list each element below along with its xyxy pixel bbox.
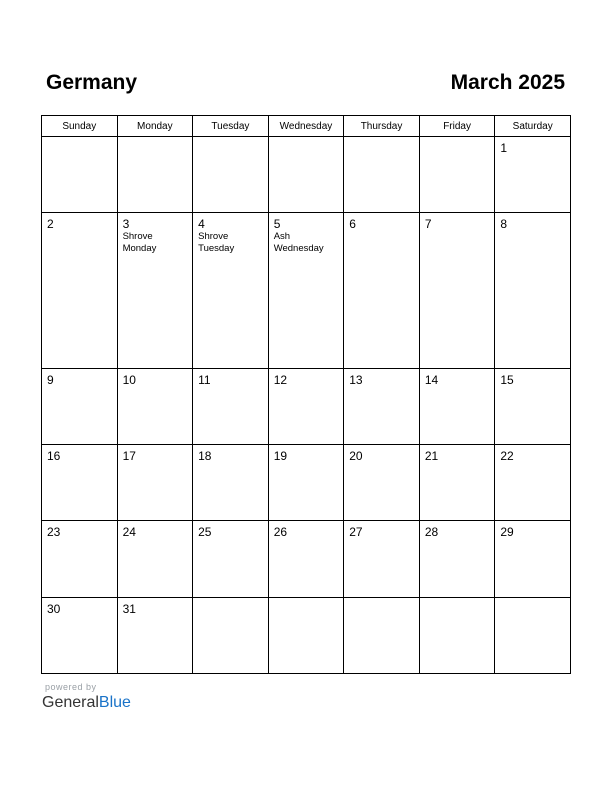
day-number: 25 [198, 525, 212, 540]
day-cell [117, 445, 193, 521]
holiday-label: Ash [273, 231, 291, 243]
day-cell [268, 521, 344, 597]
day-cell [268, 369, 344, 445]
day-number: 12 [273, 373, 288, 388]
day-number: 21 [424, 449, 439, 464]
day-cell [117, 369, 193, 445]
week-row [42, 521, 571, 597]
day-cell [268, 213, 344, 369]
weekday-monday: Monday [117, 116, 193, 137]
powered-by-label: powered by [45, 682, 97, 692]
country-title: Germany [46, 71, 138, 94]
day-cell [117, 521, 193, 597]
week-row [42, 369, 571, 445]
day-number: 26 [273, 525, 288, 540]
day-cell [42, 521, 118, 597]
day-number: 9 [47, 373, 54, 388]
generalblue-logo[interactable] [42, 694, 131, 712]
day-number: 1 [500, 141, 508, 155]
day-cell [193, 137, 269, 213]
holiday-label: Tuesday [198, 243, 235, 255]
day-number: 24 [122, 525, 136, 540]
day-number: 30 [47, 601, 61, 616]
holiday-label: Shrove [198, 231, 229, 243]
day-cell [495, 597, 571, 673]
day-cell [344, 369, 420, 445]
day-number: 15 [500, 373, 514, 388]
day-cell [344, 445, 420, 521]
day-cell [268, 445, 344, 521]
day-cell [42, 213, 118, 369]
day-cell [419, 521, 495, 597]
day-cell [268, 597, 344, 673]
day-cell [419, 369, 495, 445]
day-number: 19 [273, 449, 288, 464]
calendar-grid [41, 115, 571, 674]
day-number: 8 [500, 217, 508, 232]
week-row [42, 213, 571, 369]
logo-general-text: General [42, 694, 99, 711]
day-number: 3 [122, 217, 130, 232]
weekday-header-row [42, 116, 571, 137]
month-year-title: March 2025 [450, 71, 565, 94]
day-cell [42, 445, 118, 521]
day-number: 27 [349, 525, 363, 540]
day-number: 13 [349, 373, 363, 388]
day-number: 14 [424, 373, 439, 388]
weekday-thursday: Thursday [344, 116, 420, 137]
day-cell [117, 213, 193, 369]
weekday-sunday: Sunday [42, 116, 118, 137]
holiday-label: Shrove [122, 231, 153, 243]
day-number: 31 [122, 601, 136, 616]
day-cell [495, 137, 571, 213]
day-cell [495, 521, 571, 597]
day-cell [419, 597, 495, 673]
day-cell [268, 137, 344, 213]
day-cell [419, 213, 495, 369]
day-cell [193, 597, 269, 673]
day-cell [495, 445, 571, 521]
day-cell [193, 521, 269, 597]
day-number: 22 [500, 449, 514, 464]
holiday-label: Monday [122, 243, 157, 255]
day-cell [344, 137, 420, 213]
day-cell [495, 369, 571, 445]
day-cell [42, 369, 118, 445]
day-number: 20 [349, 449, 363, 464]
day-number: 10 [122, 373, 136, 388]
logo-blue-text: Blue [98, 694, 131, 711]
week-row [42, 137, 571, 213]
day-number: 23 [47, 525, 61, 540]
day-cell [193, 445, 269, 521]
day-number: 6 [349, 217, 356, 232]
day-cell [117, 137, 193, 213]
day-cell [344, 597, 420, 673]
day-number: 5 [273, 217, 281, 232]
holiday-label: Wednesday [273, 243, 324, 255]
day-number: 4 [198, 217, 205, 232]
day-number: 11 [198, 373, 211, 388]
week-row [42, 597, 571, 673]
day-cell [419, 137, 495, 213]
weekday-friday: Friday [419, 116, 495, 137]
day-cell [42, 137, 118, 213]
day-cell [419, 445, 495, 521]
day-number: 17 [122, 449, 136, 464]
day-number: 28 [424, 525, 439, 540]
day-number: 18 [198, 449, 212, 464]
day-number: 7 [424, 217, 432, 232]
week-row [42, 445, 571, 521]
day-cell [117, 597, 193, 673]
weekday-tuesday: Tuesday [193, 116, 269, 137]
day-cell [193, 369, 269, 445]
day-number: 29 [500, 525, 514, 540]
weekday-saturday: Saturday [495, 116, 571, 137]
day-cell [42, 597, 118, 673]
weekday-wednesday: Wednesday [268, 116, 344, 137]
day-cell [193, 213, 269, 369]
day-cell [344, 213, 420, 369]
day-number: 16 [47, 449, 61, 464]
calendar-body [42, 137, 571, 674]
day-number: 2 [47, 217, 54, 232]
day-cell [344, 521, 420, 597]
day-cell [495, 213, 571, 369]
